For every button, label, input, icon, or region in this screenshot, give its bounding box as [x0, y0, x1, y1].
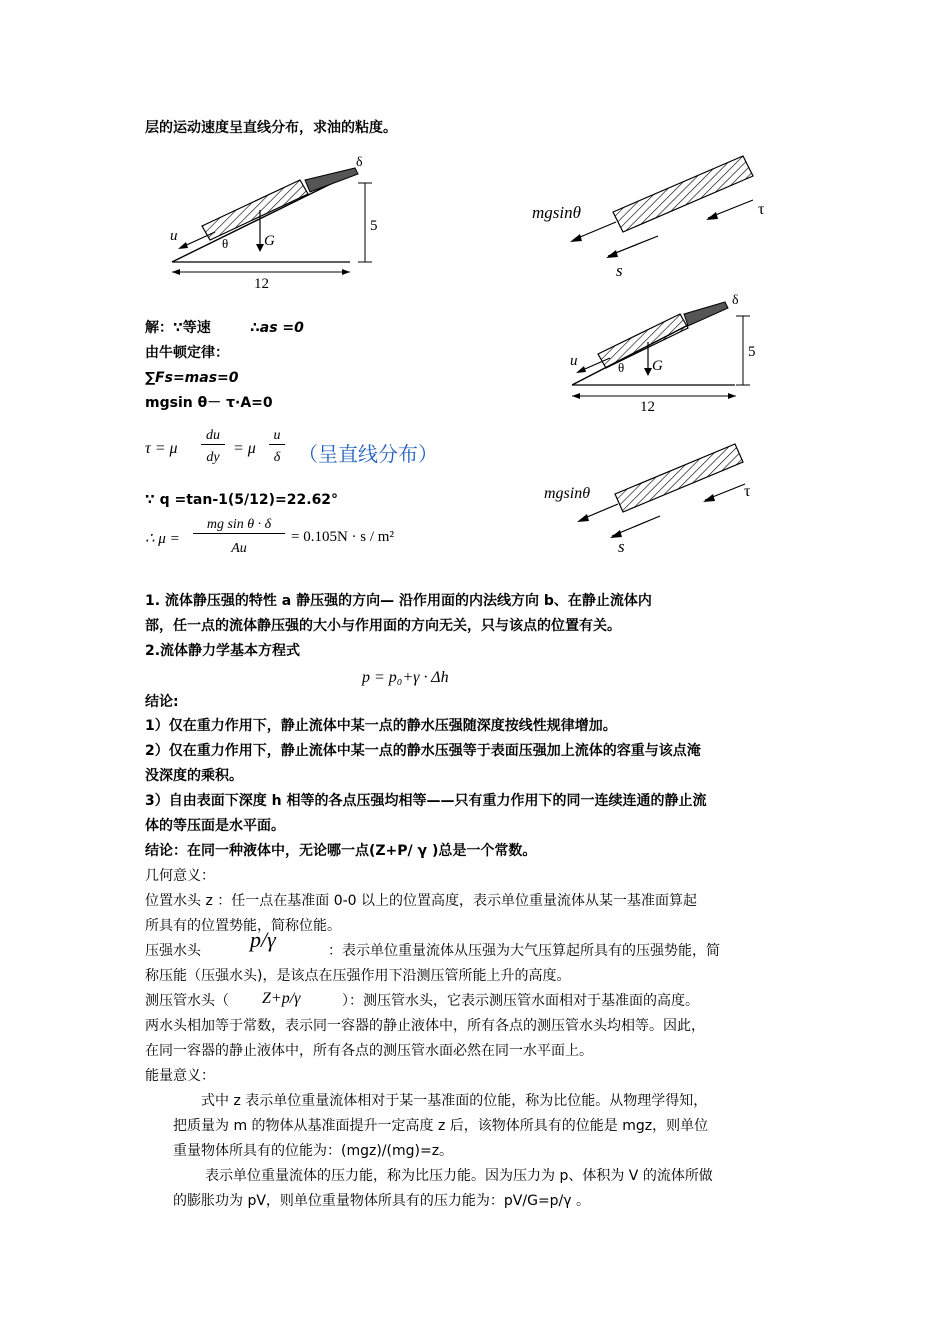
label-theta: θ	[618, 360, 625, 375]
frac2-den: δ	[273, 450, 281, 465]
geo-pres-b: 称压能（压强水头)，是该点在压强作用下沿测压管所能上升的高度。	[145, 968, 571, 984]
oil-film	[305, 168, 358, 192]
label-force: mgsinθ	[544, 485, 591, 502]
sec2-conclusion: 结论:	[145, 694, 179, 710]
energy-p1b: 把质量为 m 的物体从基准面提升一定高度 z 后，该物体所具有的位能是 mgz，则单位	[173, 1118, 709, 1134]
geo-piezo-text: ）：测压管水头，它表示测压管水面相对于基准面的高度。	[342, 993, 699, 1009]
geo-piezo-label: 测压管水头（	[145, 993, 229, 1009]
label-delta: δ	[732, 293, 739, 308]
block-figure-2	[540, 440, 790, 555]
piezo-formula: Z+p/γ	[262, 990, 301, 1007]
solution-line3: ∑Fs=mas=0	[145, 370, 239, 386]
energy-p1c: 重量物体所具有的位能为：(mgz)/(mg)=z。	[173, 1143, 454, 1159]
label-delta: δ	[356, 155, 363, 170]
label-G: G	[652, 358, 663, 374]
sec2-c3b: 体的等压面是水平面。	[145, 818, 285, 834]
label-force: mgsinθ	[532, 203, 581, 222]
solution-line4: mgsin θ－ τ·A=0	[145, 395, 273, 411]
slope-figure-1	[160, 150, 400, 290]
sec1-line2: 部，任一点的流体静压强的大小与作用面的方向无关，只与该点的位置有关。	[145, 618, 621, 634]
sec2-c4: 结论：在同一种液体中，无论哪一点(Z+P/ γ )总是一个常数。	[145, 843, 537, 859]
energy-p2a: 表示单位重量流体的压力能，称为比压力能。因为压力为 p、体积为 V 的流体所做	[205, 1168, 713, 1184]
label-s: s	[618, 537, 625, 555]
energy-p2b: 的膨胀功为 pV，则单位重量物体所具有的压力能为：pV/G=p/γ 。	[173, 1193, 591, 1209]
slope-figure-2	[560, 290, 800, 420]
angle-line: ∵ q =tan-1(5/12)=22.62°	[145, 492, 339, 508]
geo-sum-a: 两水头相加等于常数，表示同一容器的静止液体中，所有各点的测压管水头均相等。因此，	[145, 1018, 705, 1034]
linear-note: （呈直线分布）	[298, 442, 438, 466]
label-u: u	[570, 353, 578, 369]
label-s: s	[616, 261, 623, 280]
energy-title: 能量意义：	[145, 1068, 215, 1084]
energy-p1a: 式中 z 表示单位重量流体相对于某一基准面的位能，称为比位能。从物理学得知，	[201, 1093, 708, 1109]
intro-line: 层的运动速度呈直线分布，求油的粘度。	[145, 120, 397, 136]
geo-title: 几何意义：	[145, 868, 215, 884]
geo-pres-label: 压强水头	[145, 943, 201, 959]
label-base: 12	[254, 276, 269, 290]
solution-line1b: ∴as =0	[250, 320, 304, 336]
mu-num: mg sin θ · δ	[193, 517, 285, 534]
sec2-c1: 1）仅在重力作用下，静止流体中某一点的静水压强随深度按线性规律增加。	[145, 718, 617, 734]
mu-equation	[145, 515, 445, 561]
label-height: 5	[370, 218, 378, 234]
label-u: u	[170, 228, 178, 244]
geo-pres-a: ：表示单位重量流体从压强为大气压算起所具有的压强势能，简	[328, 943, 720, 959]
label-G: G	[264, 233, 275, 249]
frac1-den: dy	[206, 450, 220, 465]
mu-left: ∴ μ =	[145, 531, 180, 547]
mu-den: Au	[231, 541, 247, 556]
label-tau: τ	[758, 201, 765, 218]
solution-line1a: 解：∵等速	[145, 320, 211, 336]
geo-pos-a: 位置水头 z ：任一点在基准面 0-0 以上的位置高度，表示单位重量流体从某一基准面算起	[145, 893, 698, 909]
block-shape	[202, 180, 308, 240]
block-shape	[613, 156, 753, 232]
sec2-c3a: 3）自由表面下深度 h 相等的各点压强均相等——只有重力作用下的同一连续连通的静止流	[145, 793, 707, 809]
frac2-num: u	[269, 428, 285, 445]
sec2-title: 2.流体静力学基本方程式	[145, 643, 301, 659]
label-theta: θ	[222, 236, 229, 251]
static-equation: p = p₀+γ · Δh	[362, 669, 449, 686]
label-tau: τ	[744, 483, 751, 500]
label-base: 12	[640, 399, 655, 415]
pres-formula: p/γ	[250, 927, 276, 952]
sec2-c2a: 2）仅在重力作用下，静止流体中某一点的静水压强等于表面压强加上流体的容重与该点淹	[145, 743, 701, 759]
frac1-num: du	[201, 428, 225, 445]
solution-line2: 由牛顿定律：	[145, 345, 229, 361]
eq-mid: = μ	[233, 440, 256, 457]
geo-sum-b: 在同一容器的静止液体中，所有各点的测压管水面必然在同一水平面上。	[145, 1043, 593, 1059]
sec2-c2b: 没深度的乘积。	[145, 768, 243, 784]
eq-left: τ = μ	[145, 440, 178, 457]
label-height: 5	[748, 344, 756, 360]
geo-pos-b: 所具有的位置势能，简称位能。	[145, 918, 341, 934]
sec1-line1: 1. 流体静压强的特性 a 静压强的方向— 沿作用面的内法线方向 b、在静止流体内	[145, 593, 652, 609]
block-figure-1	[528, 150, 788, 280]
mu-right: = 0.105N · s / m²	[291, 529, 394, 545]
